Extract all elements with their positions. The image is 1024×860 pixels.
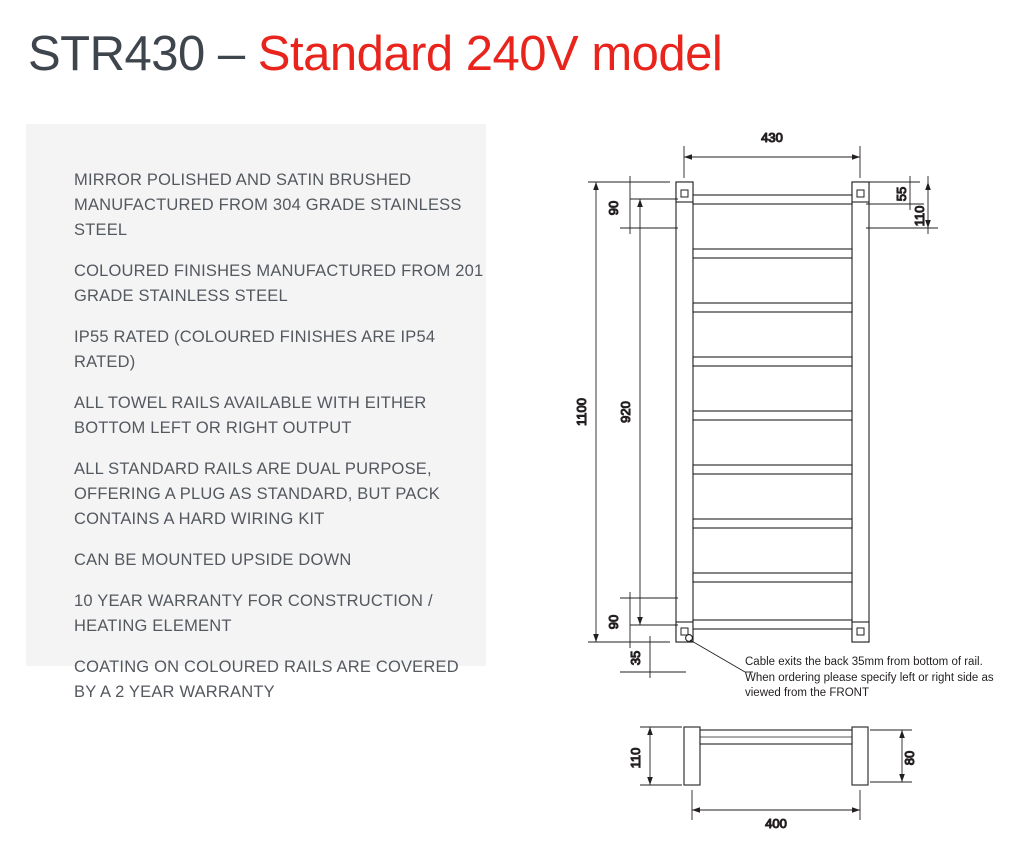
cable-exit-note-line-3: viewed from the FRONT <box>745 687 869 699</box>
dim-80-side-label: 80 <box>902 750 917 766</box>
list-item: COATING ON COLOURED RAILS ARE COVERED BY A 2 YEAR WARRANTY <box>74 658 459 701</box>
dim-920-label: 920 <box>618 401 633 423</box>
dim-110-side-label: 110 <box>628 747 643 769</box>
side-view <box>684 727 868 785</box>
page-title-model: STR430 <box>28 27 205 81</box>
specifications-list <box>74 168 484 705</box>
page-title <box>28 26 722 82</box>
front-view-bars <box>693 195 852 629</box>
list-item: ALL STANDARD RAILS ARE DUAL PURPOSE, OFFERING A PLUG AS STANDARD, BUT PACK CONTAINS A HARD WIRING KIT <box>74 460 440 528</box>
technical-drawing <box>500 110 1010 830</box>
dim-110-top-label: 110 <box>912 205 927 227</box>
list-item: IP55 RATED (COLOURED FINISHES ARE IP54 RATED) <box>74 328 436 371</box>
dim-90-bottom-label: 90 <box>606 614 621 630</box>
front-view-left-post <box>676 182 693 642</box>
cable-exit-note-line-2: When ordering please specify left or right side as <box>745 671 994 684</box>
dim-90-top-label: 90 <box>606 200 621 216</box>
dim-430 <box>684 146 860 178</box>
cable-exit-note-line-1: Cable exits the back 35mm from bottom of rail. <box>745 656 983 668</box>
drawing-svg <box>500 110 1010 830</box>
dim-110-side <box>640 727 682 785</box>
note-leader-line <box>690 640 745 672</box>
dim-110-top <box>866 176 938 234</box>
specifications-panel <box>26 124 486 701</box>
list-item: ALL TOWEL RAILS AVAILABLE WITH EITHER BOTTOM LEFT OR RIGHT OUTPUT <box>74 394 427 437</box>
page-title-variant: Standard 240V model <box>257 27 723 81</box>
dim-35-label: 35 <box>628 650 643 666</box>
list-item: MIRROR POLISHED AND SATIN BRUSHED MANUFACTURED FROM 304 GRADE STAINLESS STEEL <box>74 171 462 239</box>
list-item: COLOURED FINISHES MANUFACTURED FROM 201 GRADE STAINLESS STEEL <box>74 262 484 305</box>
list-item: 10 YEAR WARRANTY FOR CONSTRUCTION / HEATING ELEMENT <box>74 592 433 635</box>
front-view-right-post <box>852 182 869 642</box>
dim-90-top <box>620 176 678 234</box>
dim-55-label: 55 <box>894 186 909 202</box>
dim-430-label: 430 <box>761 130 783 145</box>
dim-1100-label: 1100 <box>574 398 589 426</box>
dim-920 <box>630 199 678 625</box>
page-title-dash: – <box>217 27 245 81</box>
dim-400-label: 400 <box>765 816 787 830</box>
dim-90-bottom <box>620 592 678 648</box>
list-item: CAN BE MOUNTED UPSIDE DOWN <box>74 551 352 569</box>
cable-exit-note <box>745 655 995 702</box>
